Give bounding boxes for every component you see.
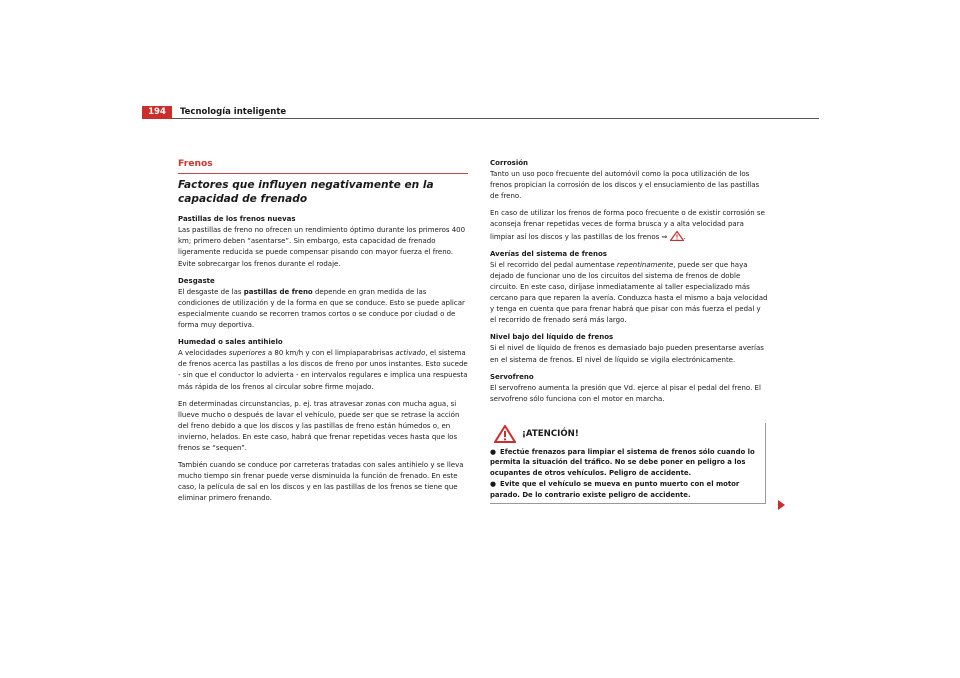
humedad-paragraph-1 [178, 348, 468, 392]
humedad-paragraph-2: En determinadas circunstancias, p. ej. tras atravesar zonas con mucha agua, si llueve mucho o después de lavar el vehículo, puede ser que se retrase la acción del freno debido a que los discos y las pastillas de freno están húmedos o, en invierno, helados. En este caso, habrá que frenar repetidas veces hasta que los frenos se “sequen”. [178, 399, 460, 452]
humedad-text-c: , el sistema de frenos acerca las pastillas a los discos de freno por unos instantes. Esto sucede - sin que el conductor lo advierta - en intervalos regulares e implica una respuesta más rápida de los frenos al circular sobre firme mojado. [178, 349, 468, 391]
corrosion-paragraph-2 [490, 208, 768, 242]
warning-title: ¡ATENCIÓN! [522, 429, 579, 439]
section-subtitle: Factores que influyen negativamente en la capacidad de frenado [178, 179, 434, 205]
nivel-heading: Nivel bajo del líquido de frenos [490, 333, 614, 342]
servofreno-heading: Servofreno [490, 372, 534, 381]
averias-text-a: Si el recorrido del pedal aumentase [490, 260, 617, 269]
section-title: Frenos [178, 158, 213, 169]
next-page-arrow-icon[interactable] [778, 500, 785, 510]
desgaste-heading: Desgaste [178, 276, 215, 285]
warning-item [490, 447, 761, 478]
averias-text-b: , puede ser que haya dejado de funcionar uno de los circuitos del sistema de frenos de doble circuito. En este caso, diríjase inmediatamente al taller especializado más cercano para que reparen la avería. Conduzca hasta el mismo a baja velocidad y tenga en cuenta que para frenar habrá que pisar con más fuerza el pedal y el recorrido de frenado será más largo. [490, 260, 768, 325]
warning-triangle-icon [494, 425, 516, 443]
corrosion-heading: Corrosión [490, 159, 529, 167]
nivel-paragraph: Si el nivel de líquido de frenos es demasiado bajo pueden presentarse averías en el sistema de frenos. El nivel de líquido se vigila electrónicamente. [490, 344, 764, 364]
header-divider [172, 118, 819, 119]
corrosion-text: En caso de utilizar los frenos de forma poco frecuente o de existir corrosión se aconseja frenar repetidas veces de forma brusca y a alta velocidad para limpiar así los discos y las pastillas de los frenos ⇒ [490, 209, 765, 241]
averias-heading: Averías del sistema de frenos [490, 249, 607, 258]
warning-box [490, 423, 766, 504]
section-divider [178, 173, 468, 174]
right-column [490, 158, 768, 411]
humedad-italic-1: superiores [228, 349, 266, 358]
corrosion-text-end: . [683, 232, 686, 241]
warning-item [490, 479, 761, 500]
desgaste-text-end: depende en gran medida de las condiciones de utilización y de la forma en que se conduce. Esto se puede aplicar especialmente cuando se recorren tramos cortos o se conduce por ciudad o de forma muy deportiva. [178, 287, 465, 330]
humedad-paragraph-3: También cuando se conduce por carreteras tratadas con sales antihielo y se lleva mucho tiempo sin frenar puede verse disminuida la función de frenado. En este caso, la película de sal en los discos y en las pastillas de los frenos se tiene que eliminar primero frenando. [178, 461, 464, 503]
page-number: 194 [142, 106, 172, 119]
chapter-title: Tecnología inteligente [180, 107, 287, 117]
desgaste-bold-term: pastillas de freno [243, 287, 313, 296]
desgaste-paragraph [178, 287, 468, 331]
warning-item-text: Efectúe frenazos para limpiar el sistema de frenos sólo cuando lo permita la situación del tráfico. No se debe poner en peligro a los ocupantes de otros vehículos. Peligro de accidente. [490, 448, 755, 477]
pastillas-paragraph: Las pastillas de freno no ofrecen un rendimiento óptimo durante los primeros 400 km; primero deben “asentarse”. Sin embargo, esta capacidad de frenado ligeramente reducida se puede compensar pisando con mayor fuerza el freno. Evite sobrecargar los frenos durante el rodaje. [178, 226, 466, 268]
averias-italic: repentinamente [616, 260, 674, 269]
warning-item-text: Evite que el vehículo se mueva en punto muerto con el motor parado. De lo contrario existe peligro de accidente. [490, 480, 740, 499]
servofreno-paragraph: El servofreno aumenta la presión que Vd. ejerce al pisar el pedal del freno. El servofreno sólo funciona con el motor en marcha. [490, 383, 761, 403]
desgaste-text-start: El desgaste de las [178, 287, 244, 296]
humedad-italic-2: activado [395, 349, 426, 358]
pastillas-heading: Pastillas de los frenos nuevas [178, 215, 296, 224]
humedad-text-b: a 80 km/h y con el limpiaparabrisas [265, 349, 396, 358]
bullet-icon: ● [490, 480, 497, 489]
averias-paragraph [490, 260, 768, 327]
bullet-icon: ● [490, 448, 497, 456]
warning-header [490, 423, 765, 445]
warning-triangle-icon[interactable] [670, 231, 684, 241]
warning-list [490, 445, 765, 500]
humedad-text-a: A velocidades [178, 349, 229, 358]
corrosion-paragraph-1: Tanto un uso poco frecuente del automóvil como la poca utilización de los frenos propician la corrosión de los discos y el ensuciamiento de las pastillas de freno. [490, 170, 760, 201]
humedad-heading: Humedad o sales antihielo [178, 338, 283, 347]
left-column [178, 158, 468, 510]
